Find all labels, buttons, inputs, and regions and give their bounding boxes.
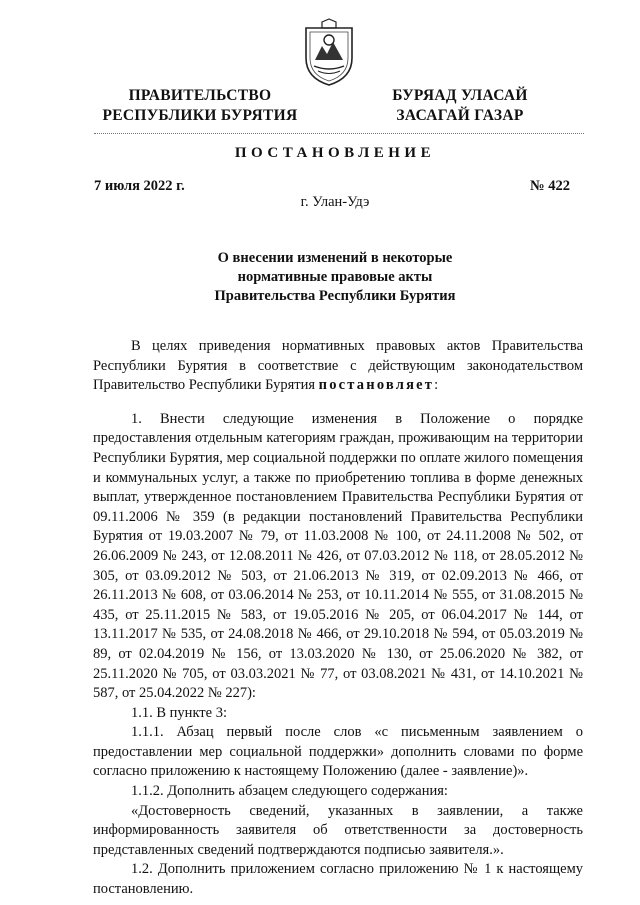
document-number: № 422	[530, 178, 570, 194]
title-line3: Правительства Республики Бурятия	[214, 288, 456, 304]
decree-word: постановляет	[318, 377, 435, 394]
coat-of-arms-emblem	[300, 18, 358, 88]
document-body	[93, 337, 583, 900]
paragraph-item-1-2: 1.2. Дополнить приложением согласно приложению № 1 к настоящему постановлению.	[93, 861, 583, 898]
title-line2: нормативные правовые акты	[237, 269, 433, 285]
document-date: 7 июля 2022 г.	[94, 178, 185, 194]
government-name-russian	[80, 86, 320, 126]
paragraph-item-1: 1. Внести следующие изменения в Положение о порядке предоставления отдельным категориям граждан, проживающим на территории Республики Бурятия, мер социальной поддержки по оплате жилого помещения и коммунальных услуг, а также по приобретению топлива в форме денежных выплат, утвержденное постановлением Правительства Республики Бурятия от 09.11.2006 № 359 (в редакции постановлений Правительства Республики Бурятия от 19.03.2007 № 79, от 11.03.2008 № 100, от 24.11.2008 № 502, от 26.06.2009 № 243, от 12.08.2011 № 426, от 07.03.2012 № 118, от 28.05.2012 № 305, от 03.09.2012 № 503, от 21.06.2013 № 319, от 02.09.2013 № 466, от 26.11.2013 № 608, от 03.06.2014 № 253, от 10.11.2014 № 555, от 31.08.2015 № 435, от 25.11.2015 № 583, от 19.05.2016 № 205, от 06.04.2017 № 144, от 13.11.2017 № 535, от 24.08.2018 № 466, от 29.10.2018 № 594, от 05.03.2019 № 89, от 02.04.2019 № 156, от 13.03.2020 № 130, от 25.06.2020 № 382, от 25.11.2020 № 705, от 03.03.2021 № 77, от 03.08.2021 № 431, от 14.10.2021 № 587, от 25.04.2022 № 227):	[93, 410, 583, 702]
government-name-buryat-line1: БУРЯАД УЛАСАЙ	[392, 87, 528, 104]
government-name-line2: РЕСПУБЛИКИ БУРЯТИЯ	[102, 107, 298, 124]
government-name-buryat-line2: ЗАСАГАЙ ГАЗАР	[396, 107, 524, 124]
paragraph-item-1-1: 1.1. В пункте 3:	[131, 704, 227, 721]
paragraph-quote: «Достоверность сведений, указанных в заявлении, а также информированность заявителя об ответственности за достоверность представленных сведений подтверждаются подписью заявителя.».	[93, 802, 583, 858]
government-name-buryat	[360, 86, 560, 126]
document-city: г. Улан-Удэ	[300, 194, 370, 210]
title-line1: О внесении изменений в некоторые	[217, 250, 453, 266]
paragraph-item-1-1-1: 1.1.1. Абзац первый после слов «с письменным заявлением о предоставлении мер социальной поддержки» дополнить словами по форме согласно приложению к настоящему Положению (далее - заявление)».	[93, 724, 583, 780]
government-name-line1: ПРАВИТЕЛЬСТВО	[128, 87, 272, 104]
document-title	[120, 249, 550, 306]
preamble-end: :	[434, 377, 439, 394]
preamble-text: В целях приведения нормативных правовых актов Правительства Республики Бурятия в соответствие с действующим законодательством Правительство Республики Бурятия	[93, 338, 583, 394]
document-type: ПОСТАНОВЛЕНИЕ	[234, 145, 436, 161]
paragraph-item-1-1-2: 1.1.2. Дополнить абзацем следующего содержания:	[131, 783, 448, 800]
preamble-paragraph	[93, 337, 583, 396]
header-divider	[94, 133, 584, 134]
